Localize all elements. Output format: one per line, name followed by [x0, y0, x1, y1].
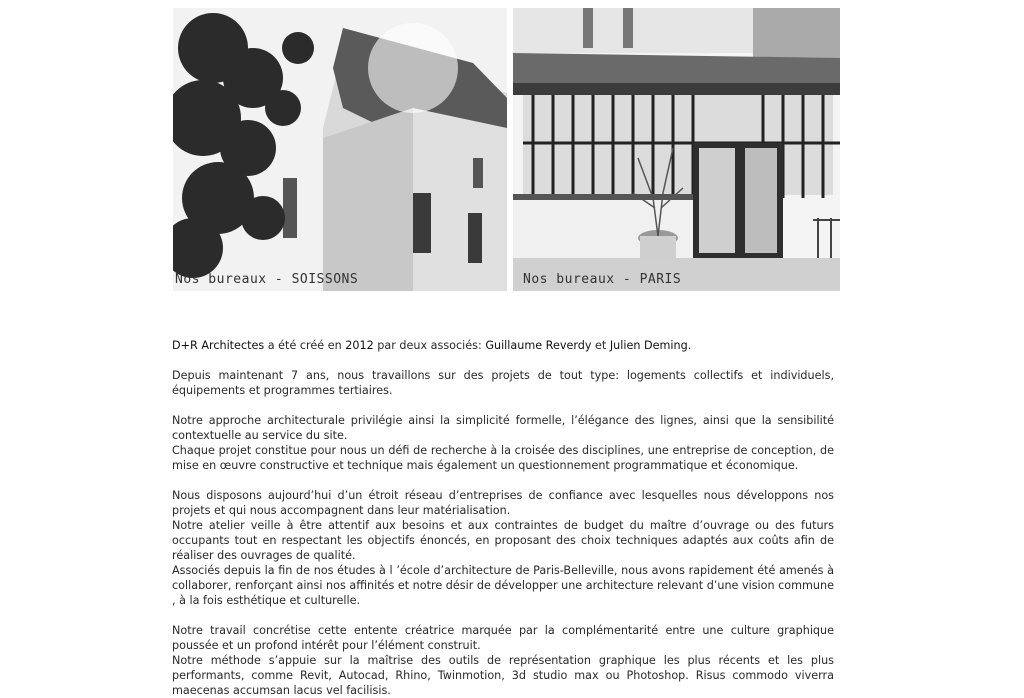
partner-name-2: Julien Deming: [609, 339, 688, 352]
soissons-building-image: [173, 8, 507, 291]
paragraph-atelier: Notre atelier veille à être attentif aux besoins et aux contraintes de budget du maître d’ouvrage ou des futurs occupants tout en respectant les objectifs énoncés, en proposant des choix techniques adaptés aux coûts afin de réaliser des ouvrages de qualité.: [172, 519, 834, 562]
paragraph-projects: Chaque projet constitue pour nous un défi de recherche à la croisée des disciplines, une entreprise de conception, de mise en œuvre constructive et technique mais également un questionnement programmatique et économique.: [172, 444, 834, 472]
paragraph-work: Notre travail concrétise cette entente créatrice marquée par la complémentarité entre une culture graphique poussée et un profond intérêt pour l’élément construit.: [172, 624, 834, 652]
photo-caption-soissons: Nos bureaux - SOISSONS: [175, 272, 359, 287]
intro-text-1: a été créé en: [264, 339, 346, 352]
partner-name-1: Guillaume Reverdy: [485, 339, 592, 352]
intro-paragraph: [172, 338, 834, 353]
founding-year: 2012: [345, 339, 374, 352]
paragraph-approach: Notre approche architecturale privilégie ainsi la simplicité formelle, l’élégance des lignes, ainsi que la sensibilité contextuelle au service du site.: [172, 414, 834, 442]
photo-soissons-office: [173, 8, 507, 291]
photo-caption-paris: Nos bureaux - PARIS: [523, 272, 682, 287]
paragraph-method: Notre méthode s’appuie sur la maîtrise des outils de représentation graphique les plus récents et les plus performants, comme Revit, Autocad, Rhino, Twinmotion, 3d studio max ou Photoshop. Risus commodo viverra maecenas accumsan lacus vel facilisis.: [172, 654, 834, 697]
intro-text-4: .: [687, 339, 692, 352]
paris-office-image: [513, 8, 840, 291]
about-text: [172, 338, 834, 698]
paragraph-experience: Depuis maintenant 7 ans, nous travaillons sur des projets de tout type: logements collectifs et individuels, équipements et programmes tertiaires.: [172, 369, 834, 397]
paragraph-network: Nous disposons aujourd’hui d’un étroit réseau d’entreprises de confiance avec lesquelles nous développons nos projets et qui nous accompagnent dans leur matérialisation.: [172, 489, 834, 517]
photo-gallery: [173, 8, 840, 291]
intro-text-3: et: [591, 339, 610, 352]
photo-paris-office: [513, 8, 840, 291]
paragraph-partners: Associés depuis la fin de nos études à l ’école d’architecture de Paris-Belleville, nous avons rapidement été amenés à collaborer, renforçant ainsi nos affinités et notre désir de développer une architecture relevant d’une vision commune , à la fois esthétique et culturelle.: [172, 564, 834, 607]
intro-text-2: par deux associés:: [373, 339, 486, 352]
firm-name: D+R Architectes: [172, 339, 265, 352]
